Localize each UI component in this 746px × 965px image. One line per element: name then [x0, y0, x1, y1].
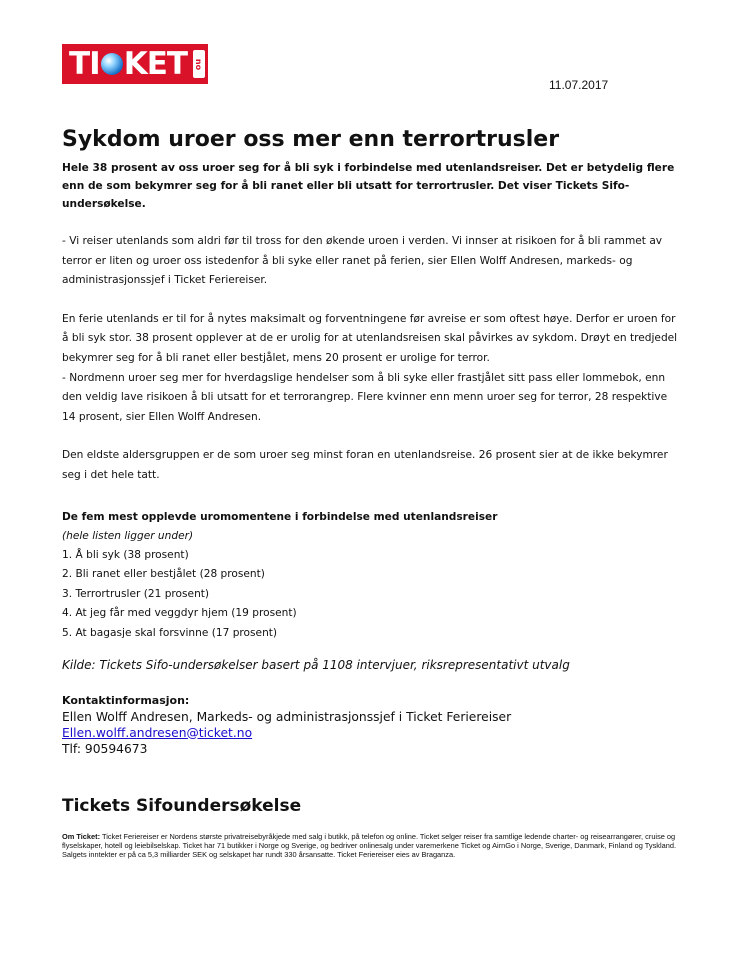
- logo-text-start: TI: [69, 46, 100, 82]
- article-lead: Hele 38 prosent av oss uroer seg for å bli syk i forbindelse med utenlandsreiser. Det er betydelig flere enn de som bekymrer seg for å bli ranet eller bli utsatt for terrortrusler. Det viser Tickets Sifo-undersøkelse.: [62, 162, 675, 210]
- logo-wordmark: [69, 44, 187, 84]
- about-text: Ticket Feriereiser er Nordens største privatreisebyråkjede med salg i butikk, på telefon og online. Ticket selger reiser fra samtlige ledende charter- og reisearrangører, cruise og flyselskaper, hotell og leiebilselskap. Ticket har 71 butikker i Norge og Sverige, og bedriver onlinesalg under varemerkene Ticket og AirnGo i Norge, Sverige, Danmark, Finland og Tyskland. Salgets inntekter er på ca 5,3 milliarder SEK og selskapet har rundt 330 årsansatte. Ticket Feriereiser eies av Braganza.: [62, 832, 677, 860]
- paragraph-2b: - Nordmenn uroer seg mer for hverdagslige hendelser som å bli syke eller frastjålet sitt pass eller lommebok, enn den veldig lave risikoen å bli utsatt for et terrorangrep. Flere kvinner enn menn uroer seg for terror, 28 respektive 14 prosent, sier Ellen Wolff Andresen.: [62, 371, 668, 423]
- logo-tag-text: no: [194, 58, 204, 70]
- paragraph-3: Den eldste aldersgruppen er de som uroer seg minst foran en utenlandsreise. 26 prosent sier at de ikke bekymrer seg i det hele tatt.: [62, 449, 668, 481]
- paragraph-2a: En ferie utenlands er til for å nytes maksimalt og forventningene før avreise er som oftest høye. Derfor er uroen for å bli syk stor. 38 prosent opplever at de er urolig for at utenlandsreisen skal påvirkes av sykdom. Drøyt en tredjedel bekymrer seg for å bli ranet eller bestjålet, mens 20 prosent er urolige for terror.: [62, 312, 678, 364]
- contact-email-link[interactable]: Ellen.wolff.andresen@ticket.no: [62, 725, 253, 740]
- logo-text-end: KET: [123, 46, 188, 82]
- paragraph-1: - Vi reiser utenlands som aldri før til tross for den økende uroen i verden. Vi innser at risikoen for å bli rammet av terror er liten og uroer oss istedenfor å bli syke eller ranet på ferien, sier Ellen Wolff Andresen, markeds- og administrasjonssjef i Ticket Feriereiser.: [62, 235, 663, 287]
- list-item: 1. Å bli syk (38 prosent): [62, 548, 189, 561]
- worry-list: [62, 546, 682, 644]
- about-label: Om Ticket:: [62, 832, 101, 841]
- list-item: 5. At bagasje skal forsvinne (17 prosent): [62, 626, 278, 639]
- source-note: Kilde: Tickets Sifo-undersøkelser basert på 1108 intervjuer, riksrepresentativt utvalg: [62, 657, 570, 672]
- logo-tag: [193, 50, 205, 78]
- list-item: 2. Bli ranet eller bestjålet (28 prosent): [62, 568, 265, 581]
- contact-title: Kontaktinformasjon:: [62, 693, 190, 707]
- article-body: [62, 126, 682, 757]
- contact-name: Ellen Wolff Andresen, Markeds- og administrasjonssjef i Ticket Feriereiser: [62, 709, 512, 724]
- footer-heading: Tickets Sifoundersøkelse: [62, 796, 302, 816]
- contact-block: [62, 693, 682, 757]
- list-title: De fem mest opplevde uromomentene i forbindelse med utenlandsreiser: [62, 510, 498, 523]
- ticket-logo: [62, 44, 208, 84]
- publish-date: 11.07.2017: [549, 78, 609, 92]
- contact-phone: Tlf: 90594673: [62, 741, 148, 756]
- list-subtitle: (hele listen ligger under): [62, 529, 194, 542]
- list-item: 3. Terrortrusler (21 prosent): [62, 587, 210, 600]
- about-ticket: [62, 832, 686, 860]
- article-title: Sykdom uroer oss mer enn terrortrusler: [62, 127, 560, 152]
- globe-icon: [101, 53, 123, 75]
- list-item: 4. At jeg får med veggdyr hjem (19 prosent): [62, 607, 297, 620]
